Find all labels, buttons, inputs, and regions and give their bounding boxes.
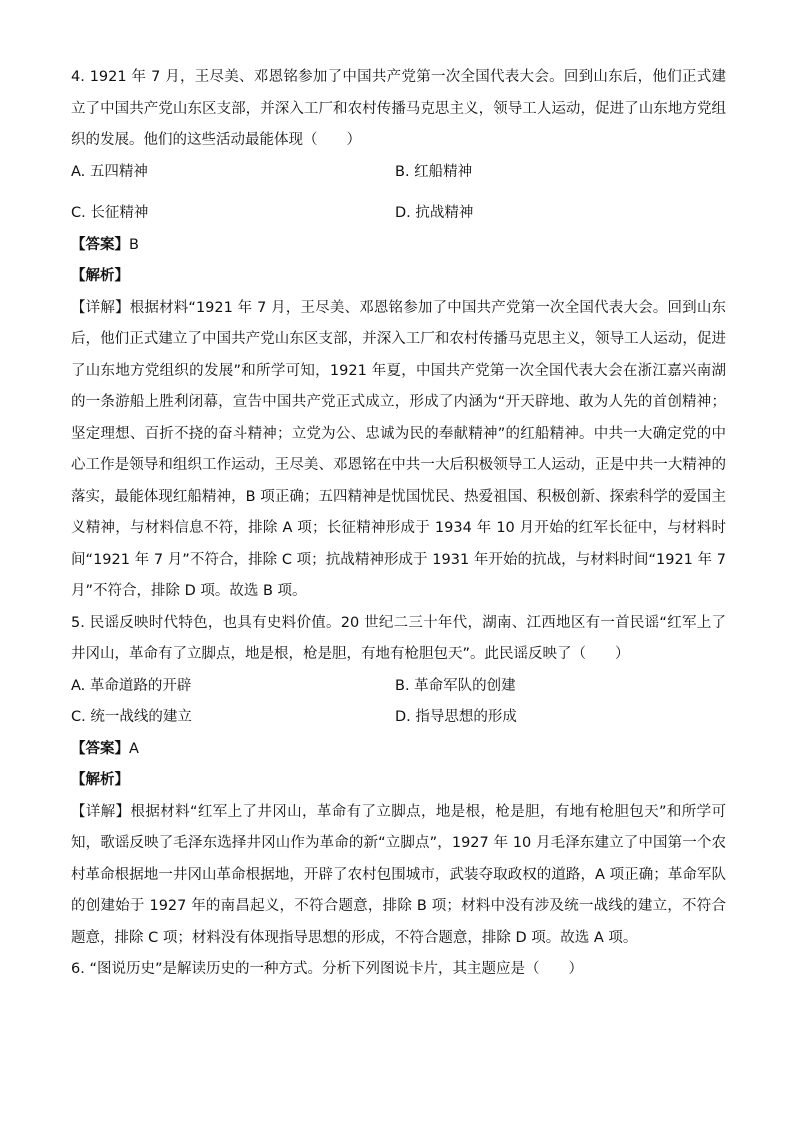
question-5-options (71, 671, 726, 734)
answer-label: 【答案】 (71, 236, 129, 253)
question-5-stem: 5. 民谣反映时代特色，也具有史料价值。20 世纪二三十年代，湖南、江西地区有一首民谣“红军上了井冈山，革命有了立脚点，地是根，枪是胆，有地有枪胆包天”。此民谣反映了（ ） (71, 614, 726, 662)
question-4-stem: 4. 1921 年 7 月，王尽美、邓恩铭参加了中国共产党第一次全国代表大会。回到山东后，他们正式建立了中国共产党山东区支部，并深入工厂和农村传播马克思主义，领导工人运动，促进了山东地方党组织的发展。他们的这些活动最能体现（ ） (71, 69, 726, 148)
analysis-label: 【解析】 (71, 772, 129, 788)
answer-value: B (129, 236, 139, 253)
detail-explanation: 【详解】根据材料“1921 年 7 月，王尽美、邓恩铭参加了中国共产党第一次全国代表大会。回到山东后，他们正式建立了中国共产党山东区支部，并深入工厂和农村传播马克思主义，领导工人运动，促进了山东地方党组织的发展”和所学可知，1921 年夏，中国共产党第一次全国代表大会在浙江嘉兴南湖的一条游船上胜利闭幕，宣告中国共产党正式成立，形成了内涵为“开天辟地、敢为人先的首创精神；坚定理想、百折不挠的奋斗精神；立党为公、忠诚为民的奉献精神”的红船精神。中共一大确定党的中心工作是领导和组织工作运动，王尽美、邓恩铭在中共一大后积极领导工人运动，正是中共一大精神的落实，最能体现红船精神，B 项正确；五四精神是忧国忧民、热爱祖国、积极创新、探索科学的爱国主义精神，与材料信息不符，排除 A 项；长征精神形成于 1934 年 10 月开始的红军长征中，与材料时间“1921 年 7 月”不符合，排除 C 项；抗战精神形成于 1931 年开始的抗战，与材料时间“1921 年 7 月”不符合，排除 D 项。故选 B 项。 (71, 299, 726, 599)
option-b: B. 红船精神 (395, 163, 473, 180)
option-d: D. 抗战精神 (395, 205, 474, 221)
question-6 (71, 954, 726, 986)
question-6-stem: 6. “图说历史”是解读历史的一种方式。分析下列图说卡片，其主题应是（ ） (71, 961, 583, 977)
option-b: B. 革命军队的创建 (395, 677, 516, 694)
question-4-options (71, 157, 726, 230)
answer-value: A (129, 740, 139, 757)
option-c: C. 统一战线的建立 (71, 709, 192, 725)
option-c: C. 长征精神 (71, 205, 149, 221)
option-d: D. 指导思想的形成 (395, 709, 517, 725)
option-a: A. 五四精神 (71, 163, 148, 180)
analysis-label: 【解析】 (71, 268, 129, 284)
answer-label: 【答案】 (71, 740, 129, 757)
question-5 (71, 608, 726, 955)
detail-explanation: 【详解】根据材料“红军上了井冈山，革命有了立脚点，地是根，枪是胆，有地有枪胆包天”和所学可知，歌谣反映了毛泽东选择井冈山作为革命的新“立脚点”，1927 年 10 月毛泽东建立了中国第一个农村革命根据地一井冈山革命根据地，开辟了农村包围城市，武装夺取政权的道路，A 项正确；革命军队的创建始于 1927 年的南昌起义，不符合题意，排除 B 项；材料中没有涉及统一战线的建立，不符合题意，排除 C 项；材料没有体现指导思想的形成，不符合题意，排除 D 项。故选 A 项。 (71, 803, 726, 946)
answer-line (71, 734, 726, 766)
answer-line (71, 230, 726, 262)
option-a: A. 革命道路的开辟 (71, 677, 192, 694)
question-4 (71, 62, 726, 608)
document-page (71, 62, 726, 986)
